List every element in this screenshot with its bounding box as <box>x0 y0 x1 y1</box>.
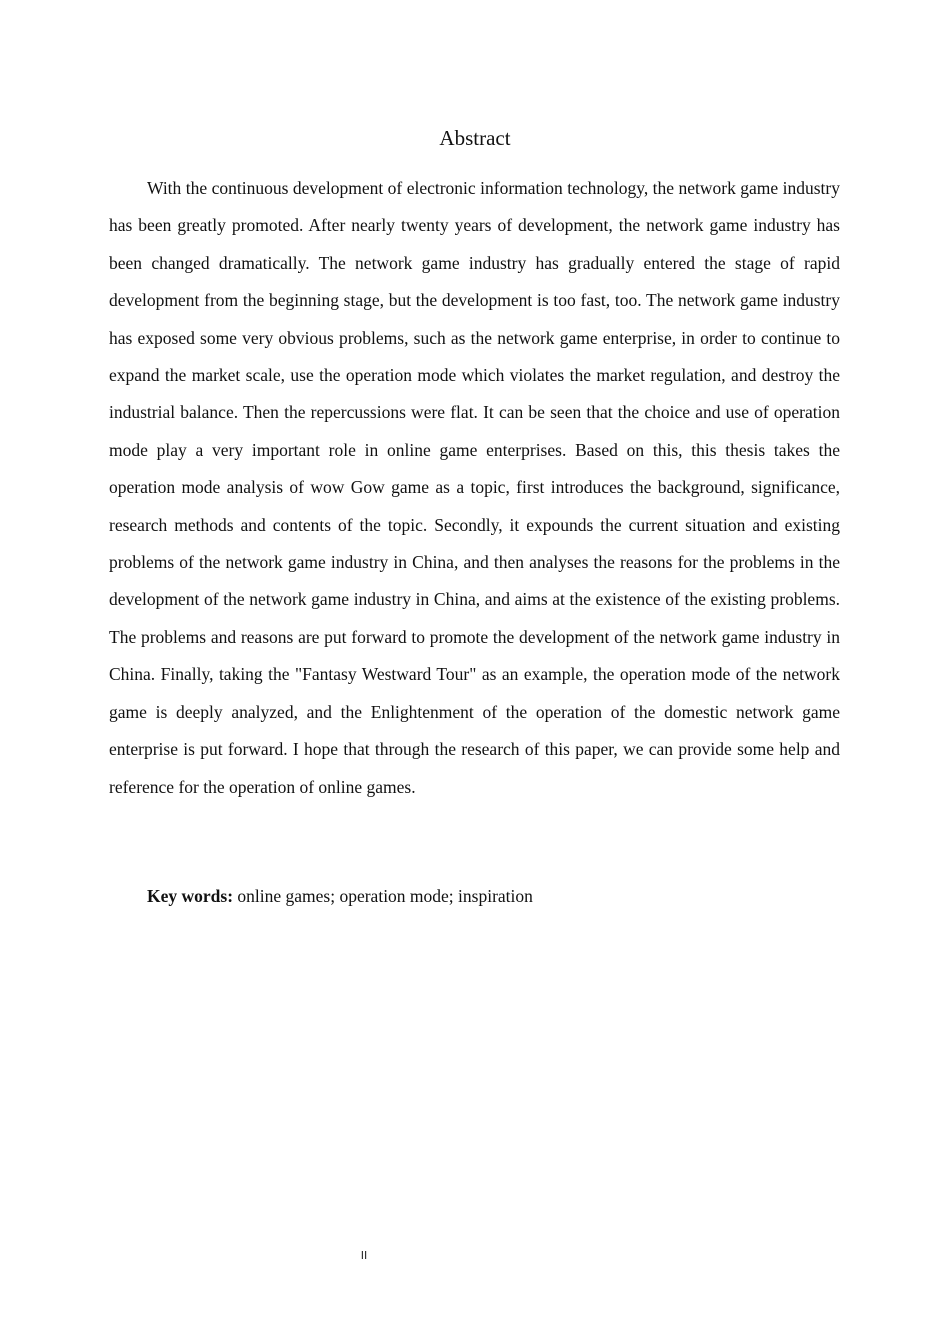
abstract-body: With the continuous development of electronic information technology, the network game industry has been greatly promoted. After nearly twenty years of development, the network game industry has been changed dramatically. The network game industry has gradually entered the stage of rapid development from the beginning stage, but the development is too fast, too. The network game industry has exposed some very obvious problems, such as the network game enterprise, in order to continue to expand the market scale, use the operation mode which violates the market regulation, and destroy the industrial balance. Then the repercussions were flat. It can be seen that the choice and use of operation mode play a very important role in online game enterprises. Based on this, this thesis takes the operation mode analysis of wow Gow game as a topic, first introduces the background, significance, research methods and contents of the topic. Secondly, it expounds the current situation and existing problems of the network game industry in China, and then analyses the reasons for the problems in the development of the network game industry in China, and aims at the existence of the existing problems. The problems and reasons are put forward to promote the development of the network game industry in China. Finally, taking the "Fantasy Westward Tour" as an example, the operation mode of the network game is deeply analyzed, and the Enlightenment of the operation of the domestic network game enterprise is put forward. I hope that through the research of this paper, we can provide some help and reference for the operation of online games. <box>109 178 840 797</box>
page-number: II <box>360 1249 368 1262</box>
keywords-label: Key words: <box>147 886 234 906</box>
keywords-line <box>109 878 840 915</box>
keywords-text: online games; operation mode; inspiration <box>233 886 533 906</box>
abstract-title: Abstract <box>439 126 511 150</box>
